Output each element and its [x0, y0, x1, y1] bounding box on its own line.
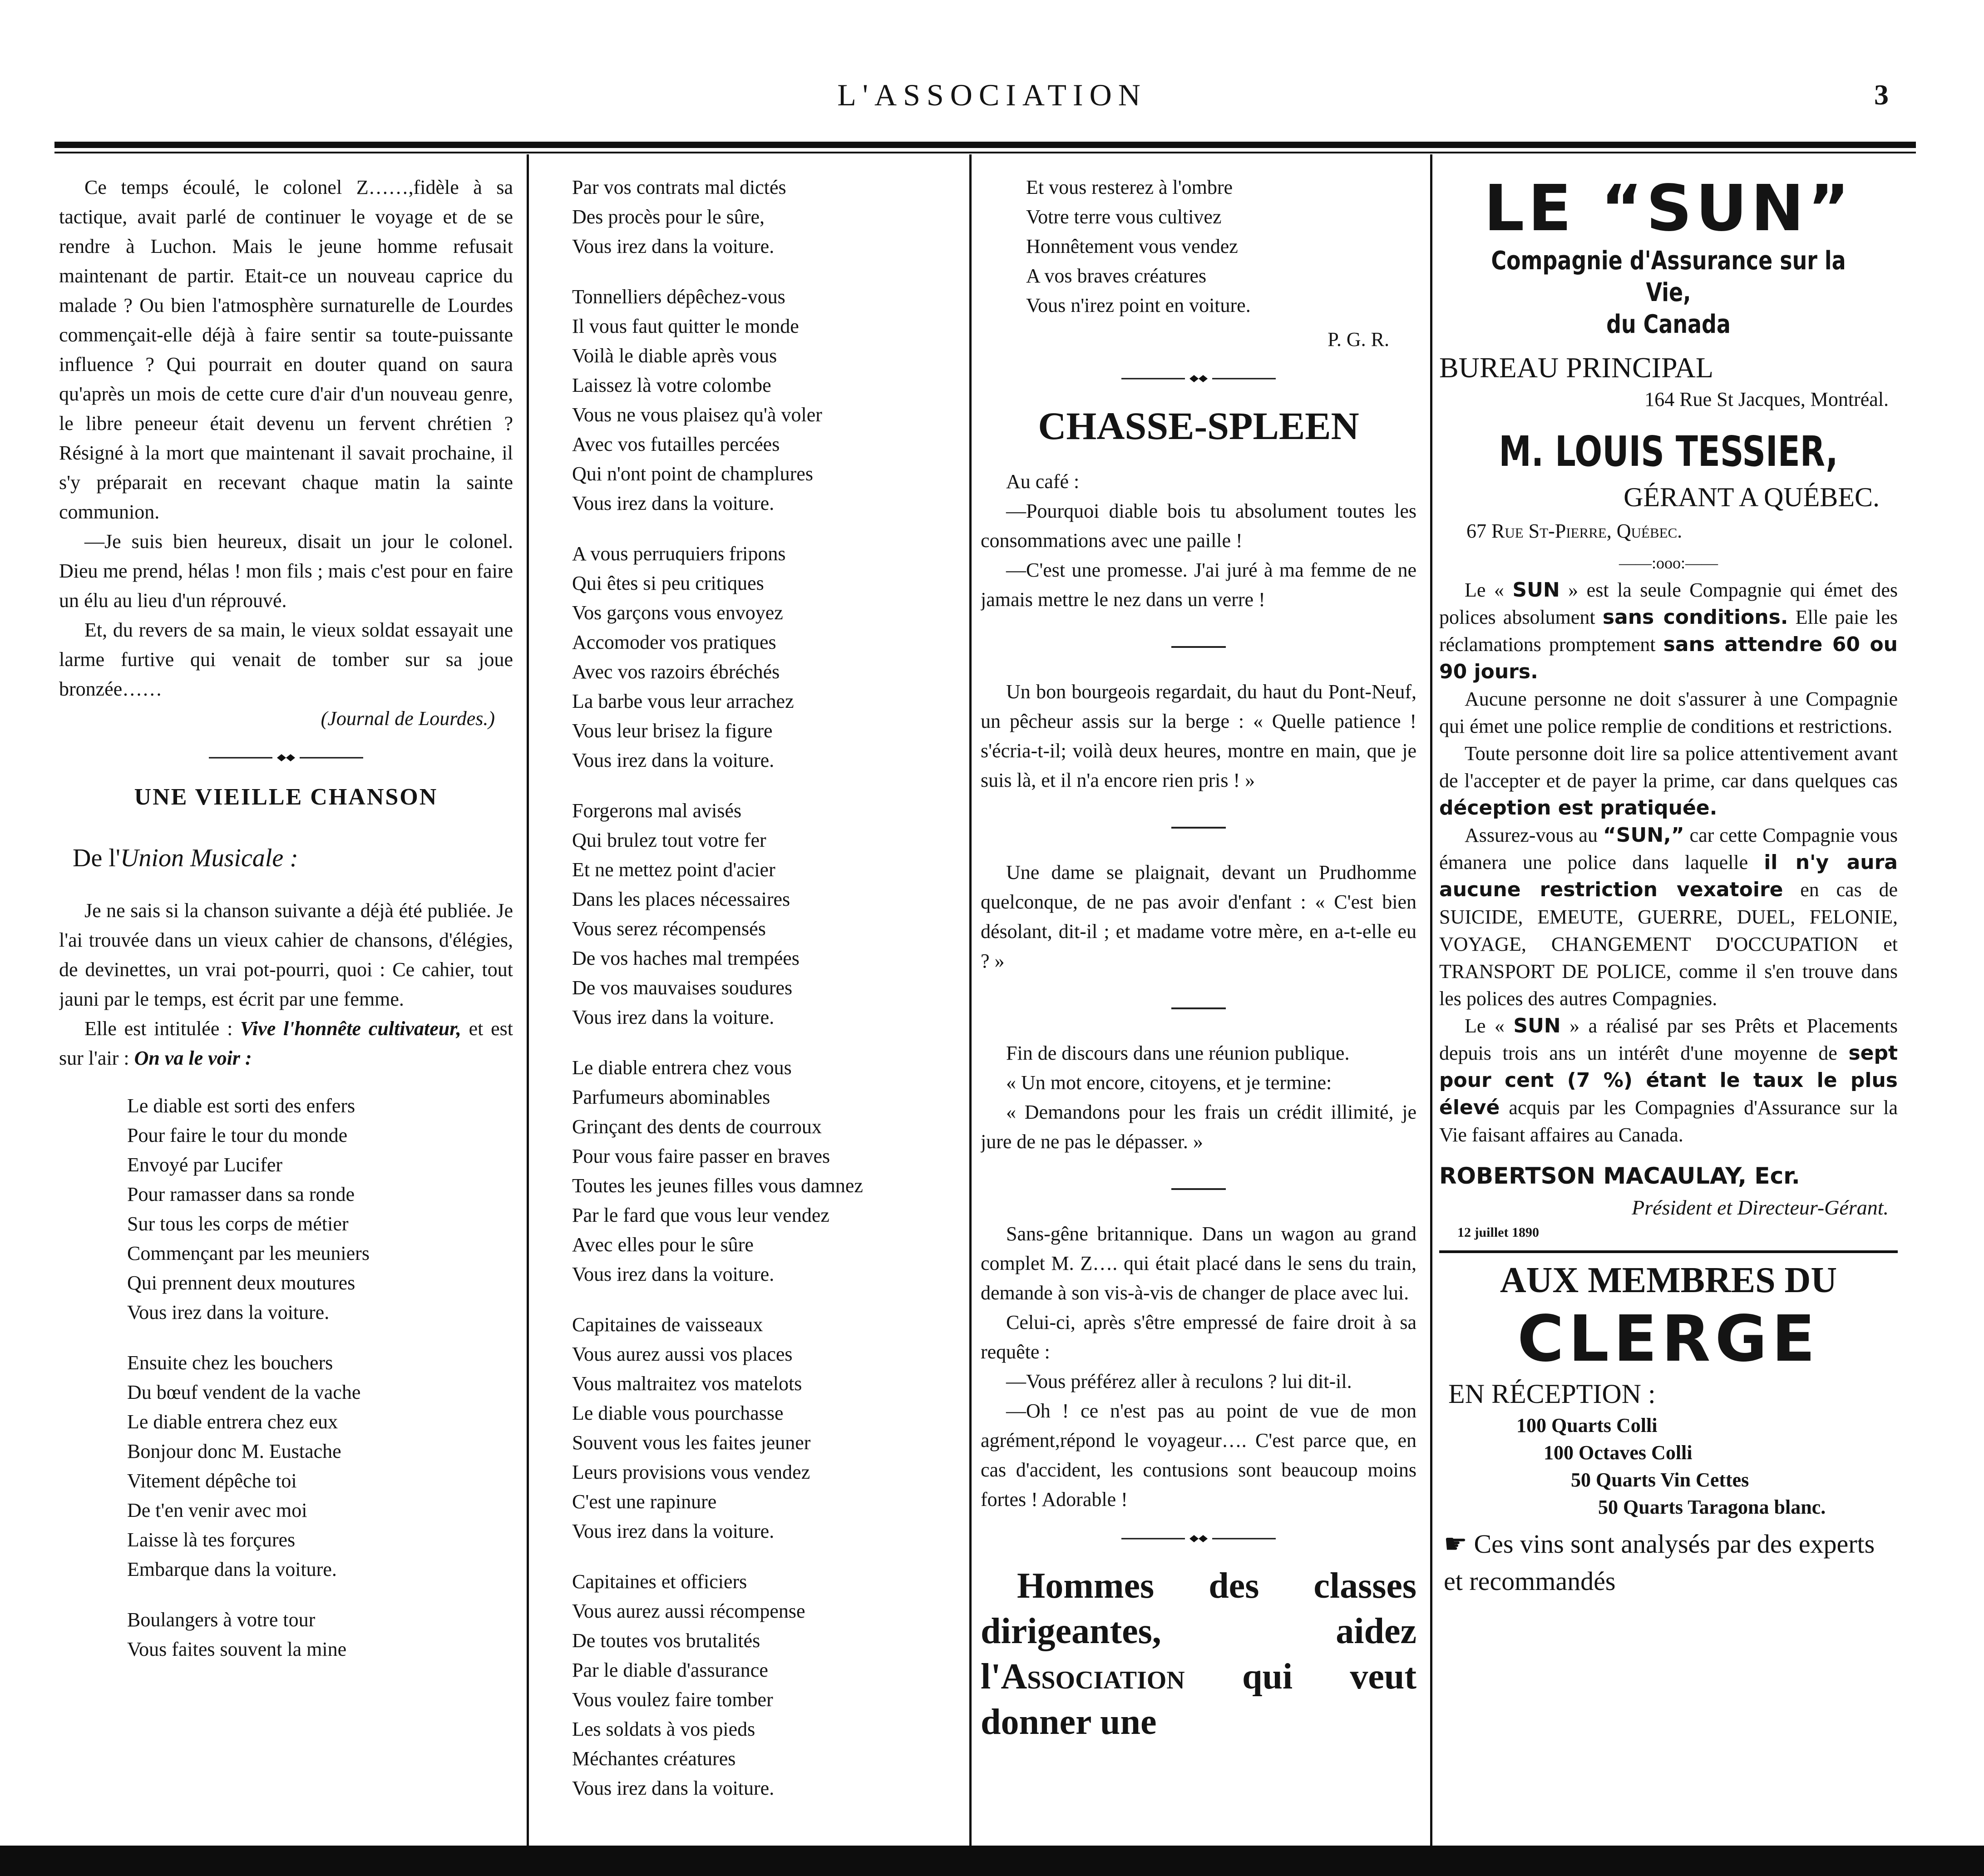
verse-line: Vous irez dans la voiture. — [572, 1777, 775, 1799]
verse-line: Vous leur brisez la figure — [572, 720, 773, 742]
emphasis-text: sans conditions. — [1602, 606, 1788, 629]
text-run: en cas de SUICIDE, EMEUTE, GUERRE, DUEL, FELONIE, VOYAGE, CHANGEMENT D'OCCUPATION et TRANSPORT DE POLICE, comme il s'en trouve dans les polices des autres Compagnies. — [1439, 879, 1898, 1010]
verse-line: De toutes vos brutalités — [572, 1629, 760, 1652]
verse-line: Le diable entrera chez eux — [127, 1411, 338, 1433]
song-stanza — [572, 1053, 972, 1289]
ornament-divider — [1121, 370, 1276, 388]
verse-line: Vous aurez aussi récompense — [572, 1600, 805, 1622]
manager-role: GÉRANT A QUÉBEC. — [1624, 482, 1880, 512]
short-divider — [1171, 827, 1226, 829]
verse-line: De vos mauvaises soudures — [572, 977, 793, 999]
appeal-paragraph — [981, 1563, 1416, 1745]
advert-divider: ——:ooo:—— — [1619, 554, 1718, 572]
verse-line: Bonjour donc M. Eustache — [127, 1440, 341, 1462]
advert-separator — [1439, 1250, 1898, 1253]
verse-line: Vos garçons vous envoyez — [572, 602, 783, 624]
verse-line: A vos braves créatures — [1026, 265, 1207, 287]
verse-line: Capitaines et officiers — [572, 1570, 747, 1593]
verse-line: Envoyé par Lucifer — [127, 1154, 283, 1176]
verse-line: Leurs provisions vous vendez — [572, 1461, 810, 1483]
brand-name: SUN — [1513, 1014, 1561, 1037]
verse-line: Il vous faut quitter le monde — [572, 315, 799, 337]
verse-line: Dans les places nécessaires — [572, 888, 790, 910]
verse-line: Avec vos razoirs ébréchés — [572, 661, 780, 683]
emphasis-text: sans attendre 60 ou 90 jours. — [1439, 633, 1898, 683]
text-run: Elle est intitulée : — [84, 1017, 241, 1040]
verse-line: Le diable entrera chez vous — [572, 1056, 792, 1079]
article-paragraph: Celui-ci, après s'être empressé de faire droit à sa requête : — [981, 1311, 1416, 1363]
verse-line: Vitement dépêche toi — [127, 1470, 297, 1492]
section-heading: CHASSE-SPLEEN — [1038, 404, 1359, 448]
newspaper-title: L'ASSOCIATION — [837, 78, 1147, 112]
song-stanza — [572, 1567, 972, 1803]
verse-line: Voilà le diable après vous — [572, 345, 777, 367]
verse-line: C'est une rapinure — [572, 1491, 717, 1513]
song-stanza — [572, 796, 972, 1032]
verse-line: Du bœuf vendent de la vache — [127, 1381, 361, 1403]
verse-line: Laisse là tes forçures — [127, 1529, 296, 1551]
verse-line: Vous irez dans la voiture. — [572, 235, 775, 257]
verse-line: Avec vos futailles percées — [572, 433, 780, 455]
column-1 — [59, 173, 513, 1843]
subheading-source: Union Musicale : — [120, 844, 298, 872]
verse-line: Toutes les jeunes filles vous damnez — [572, 1175, 863, 1197]
verse-line: Souvent vous les faites jeuner — [572, 1432, 811, 1454]
column-divider — [1430, 154, 1432, 1846]
song-stanza — [572, 1310, 972, 1546]
text-run: Hommes des classes dirigeantes, aidez l' — [981, 1566, 1416, 1697]
song-stanza — [572, 539, 972, 775]
header-rule-thin — [54, 152, 1916, 153]
article-paragraph: « Demandons pour les frais un crédit illimité, je jure de ne pas le dépasser. » — [981, 1101, 1416, 1153]
text-run: Elle paie les réclamations promptement — [1439, 606, 1898, 656]
text-run: Assurez-vous au — [1465, 824, 1603, 846]
page-header — [0, 68, 1984, 123]
verse-line: Qui prennent deux moutures — [127, 1272, 355, 1294]
article-paragraph: Un bon bourgeois regardait, du haut du Pont-Neuf, un pêcheur assis sur la berge : « Quelle patience ! s'écria-t-il; voilà deux heures, montre en main, que je suis là, et il n'a encore rien pris ! » — [981, 681, 1416, 791]
advert-paragraph — [1439, 740, 1898, 822]
article-paragraph: —Pourquoi diable bois tu absolument toutes les consommations avec une paille ! — [981, 500, 1416, 552]
text-run: et est sur l'air : — [59, 1017, 513, 1069]
verse-line: De t'en venir avec moi — [127, 1499, 307, 1521]
song-air: On va le voir : — [134, 1047, 252, 1069]
verse-line: A vous perruquiers fripons — [572, 543, 786, 565]
advert-paragraph — [1439, 1012, 1898, 1149]
text-run: Le « — [1465, 579, 1513, 601]
article-paragraph: Une dame se plaignait, devant un Prudhomme quelconque, de ne pas avoir d'enfant : « C'est bien désolant, dit-il ; et madame votre mère, en a-t-elle eu ? » — [981, 861, 1416, 972]
verse-line: Pour faire le tour du monde — [127, 1124, 348, 1146]
column-divider — [527, 154, 529, 1846]
article-paragraph: Ce temps écoulé, le colonel Z……,fidèle à sa tactique, avait parlé de continuer le voyage et de se rendre à Luchon. Mais le jeune homme refusait maintenant de partir. Etait-ce un nouveau caprice du malade ? Ou bien l'atmosphère surnaturelle de Lourdes commençait-elle déjà à faire sentir sa toute-puissante influence ? Qui pourrait en douter quand on saura qu'après un mois de cette cure d'air d'un nouveau genre, le libre peneeur était devenu un fervent chrétien ? Résigné à la mort que maintenant il savait prochaine, il s'y préparait en recevant chaque matin la sainte communion. — [59, 176, 513, 523]
wine-item: 100 Quarts Colli — [1516, 1414, 1658, 1437]
column-2 — [558, 173, 972, 1843]
emphasis-text: il n'y aura aucune restriction vexatoire — [1439, 851, 1898, 901]
verse-line: Votre terre vous cultivez — [1026, 206, 1222, 228]
verse-line: Parfumeurs abominables — [572, 1086, 770, 1108]
verse-line: Vous maltraitez vos matelots — [572, 1372, 802, 1395]
verse-line: Accomoder vos pratiques — [572, 631, 776, 653]
association-name: Association — [1001, 1657, 1185, 1697]
verse-line: Par le fard que vous leur vendez — [572, 1204, 829, 1226]
brand-name: “SUN,” — [1603, 824, 1684, 847]
article-paragraph: Fin de discours dans une réunion publique. — [1006, 1042, 1350, 1064]
wine-item: 50 Quarts Taragona blanc. — [1598, 1496, 1826, 1518]
verse-line: Forgerons mal avisés — [572, 800, 742, 822]
text-run: Le « — [1465, 1015, 1514, 1037]
manager-address: 67 Rue St-Pierre, Québec. — [1466, 520, 1683, 542]
verse-line: Le diable est sorti des enfers — [127, 1095, 355, 1117]
verse-line: Honnêtement vous vendez — [1026, 235, 1238, 257]
column-3 — [981, 173, 1416, 1843]
song-stanza — [59, 1091, 513, 1327]
verse-line: Avec elles pour le sûre — [572, 1234, 754, 1256]
advert-date: 12 juillet 1890 — [1457, 1225, 1539, 1240]
manager-name: M. LOUIS TESSIER, — [1499, 427, 1838, 476]
verse-line: Tonnelliers dépêchez-vous — [572, 286, 785, 308]
advert-paragraph — [1439, 822, 1898, 1012]
song-stanza — [59, 1348, 513, 1584]
bureau-heading: BUREAU PRINCIPAL — [1439, 351, 1713, 384]
verse-line: Et vous resterez à l'ombre — [1026, 176, 1233, 198]
short-divider — [1171, 646, 1226, 648]
wine-item: 50 Quarts Vin Cettes — [1571, 1469, 1749, 1491]
page-number: 3 — [1874, 79, 1889, 111]
song-stanza — [572, 282, 972, 518]
article-paragraph: —C'est une promesse. J'ai juré à ma femme de ne jamais mettre le nez dans un verre ! — [981, 559, 1416, 611]
wine-note — [1439, 1525, 1898, 1600]
text-run: qui veut donner une — [981, 1657, 1416, 1742]
reception-heading: EN RÉCEPTION : — [1448, 1379, 1656, 1409]
verse-line: Vous faites souvent la mine — [127, 1638, 347, 1660]
verse-line: Méchantes créatures — [572, 1748, 736, 1770]
text-run: » est la seule Compagnie qui émet des polices absolument — [1439, 579, 1898, 628]
article-paragraph: —Vous préférez aller à reculons ? lui dit-il. — [1006, 1370, 1352, 1392]
verse-line: Les soldats à vos pieds — [572, 1718, 755, 1740]
ornament-divider — [1121, 1530, 1276, 1548]
advert-subtitle: Compagnie d'Assurance sur la Vie, — [1491, 246, 1846, 307]
advert-title: LE “SUN” — [1484, 173, 1853, 246]
song-title: Vive l'honnête cultivateur, — [240, 1017, 461, 1040]
article-paragraph: Et, du revers de sa main, le vieux soldat essayait une larme furtive qui venait de tomber sur sa joue bronzée…… — [59, 619, 513, 700]
verse-line: Embarque dans la voiture. — [127, 1558, 337, 1580]
signatory-role: Président et Directeur-Gérant. — [1632, 1196, 1889, 1219]
verse-line: Vous irez dans la voiture. — [572, 492, 775, 514]
verse-line: Des procès pour le sûre, — [572, 206, 765, 228]
article-paragraph — [59, 1014, 513, 1073]
text-run: acquis par les Compagnies d'Assurance sur la Vie faisant affaires au Canada. — [1439, 1096, 1898, 1146]
verse-line: Vous voulez faire tomber — [572, 1688, 773, 1711]
emphasis-text: déception est pratiquée. — [1439, 796, 1717, 820]
article-paragraph: Je ne sais si la chanson suivante a déjà été publiée. Je l'ai trouvée dans un vieux cahier de chansons, d'élégies, de devinettes, un vrai pot-pourri, quoi : Ce cahier, tout jauni par le temps, est écrit par une femme. — [59, 899, 513, 1010]
verse-line: Capitaines de vaisseaux — [572, 1313, 763, 1336]
article-paragraph: Au café : — [1006, 470, 1080, 493]
header-rule-thick — [54, 142, 1916, 148]
clergy-ad-heading: CLERGE — [1517, 1302, 1820, 1376]
verse-line: Vous n'irez point en voiture. — [1026, 294, 1251, 316]
verse-line: Pour vous faire passer en braves — [572, 1145, 830, 1167]
subheading-prefix: De l' — [73, 844, 120, 872]
section-subheading — [73, 844, 513, 873]
verse-line: La barbe vous leur arrachez — [572, 690, 794, 712]
verse-line: Et ne mettez point d'acier — [572, 859, 775, 881]
advert-paragraph — [1439, 577, 1898, 686]
verse-line: Laissez là votre colombe — [572, 374, 771, 396]
verse-line: Par le diable d'assurance — [572, 1659, 768, 1681]
verse-line: Vous ne vous plaisez qu'à voler — [572, 404, 822, 426]
verse-line: Qui brulez tout votre fer — [572, 829, 766, 851]
wine-item: 100 Octaves Colli — [1544, 1442, 1693, 1464]
text-run: » a réalisé par ses Prêts et Placements depuis trois ans un intérêt d'une moyenne de — [1439, 1015, 1898, 1064]
short-divider — [1171, 1007, 1226, 1009]
advert-column — [1439, 173, 1898, 1843]
verse-line: Pour ramasser dans sa ronde — [127, 1183, 355, 1205]
ornament-divider — [209, 749, 363, 767]
verse-line: Vous serez récompensés — [572, 918, 766, 940]
song-signature: P. G. R. — [1328, 328, 1389, 351]
clergy-ad-title: AUX MEMBRES DU — [1500, 1260, 1837, 1300]
article-paragraph: —Je suis bien heureux, disait un jour le colonel. Dieu me prend, hélas ! mon fils ; mais c'est pour en faire un élu au lieu d'un réprouvé. — [59, 530, 513, 612]
article-paragraph: —Oh ! ce n'est pas au point de vue de mon agrément,répond le voyageur…. C'est parce que, en cas d'accident, les contusions sont beaucoup moins fortes ! Adorable ! — [981, 1400, 1416, 1511]
verse-line: Le diable vous pourchasse — [572, 1402, 784, 1424]
verse-line: Commençant par les meuniers — [127, 1242, 370, 1264]
verse-line: Par vos contrats mal dictés — [572, 176, 786, 198]
verse-line: Ensuite chez les bouchers — [127, 1352, 333, 1374]
pointing-hand-icon: ☛ — [1444, 1529, 1467, 1559]
verse-line: Boulangers à votre tour — [127, 1609, 316, 1631]
short-divider — [1171, 1188, 1226, 1190]
advert-paragraph: Aucune personne ne doit s'assurer à une Compagnie qui émet une police remplie de conditions et restrictions. — [1439, 688, 1898, 737]
signatory-name: ROBERTSON MACAULAY, Ecr. — [1439, 1163, 1800, 1189]
song-stanza — [981, 173, 1416, 320]
text-run: Ces vins sont analysés par des experts et recommandés — [1444, 1529, 1875, 1596]
verse-line: De vos haches mal trempées — [572, 947, 800, 969]
section-heading: UNE VIEILLE CHANSON — [134, 784, 438, 810]
advert-subtitle: du Canada — [1606, 310, 1731, 339]
emphasis-text: sept pour cent (7 %) étant le taux le plus élevé — [1439, 1042, 1898, 1119]
verse-line: Qui n'ont point de champlures — [572, 463, 813, 485]
article-paragraph: « Un mot encore, citoyens, et je termine: — [1006, 1071, 1332, 1094]
article-paragraph: Sans-gêne britannique. Dans un wagon au grand complet M. Z…. qui était placé dans le sens du train, demande à son vis-à-vis de changer de place avec lui. — [981, 1223, 1416, 1304]
verse-line: Qui êtes si peu critiques — [572, 572, 764, 594]
song-stanza — [572, 173, 972, 261]
verse-line: Grinçant des dents de courroux — [572, 1116, 822, 1138]
brand-name: SUN — [1512, 578, 1560, 602]
song-stanza — [59, 1605, 513, 1664]
verse-line: Vous aurez aussi vos places — [572, 1343, 793, 1365]
text-run: Toute personne doit lire sa police attentivement avant de l'accepter et de payer la prime, car dans quelques cas — [1439, 742, 1898, 792]
bureau-address: 164 Rue St Jacques, Montréal. — [1644, 388, 1889, 410]
verse-line: Vous irez dans la voiture. — [572, 1263, 775, 1285]
text-run: car cette Compagnie vous émanera une police dans laquelle — [1439, 824, 1898, 874]
article-source: (Journal de Lourdes.) — [321, 707, 495, 730]
verse-line: Sur tous les corps de métier — [127, 1213, 349, 1235]
scan-bottom-border — [0, 1846, 1984, 1876]
verse-line: Vous irez dans la voiture. — [572, 1520, 775, 1542]
verse-line: Vous irez dans la voiture. — [127, 1301, 330, 1323]
verse-line: Vous irez dans la voiture. — [572, 1006, 775, 1028]
verse-line: Vous irez dans la voiture. — [572, 749, 775, 771]
